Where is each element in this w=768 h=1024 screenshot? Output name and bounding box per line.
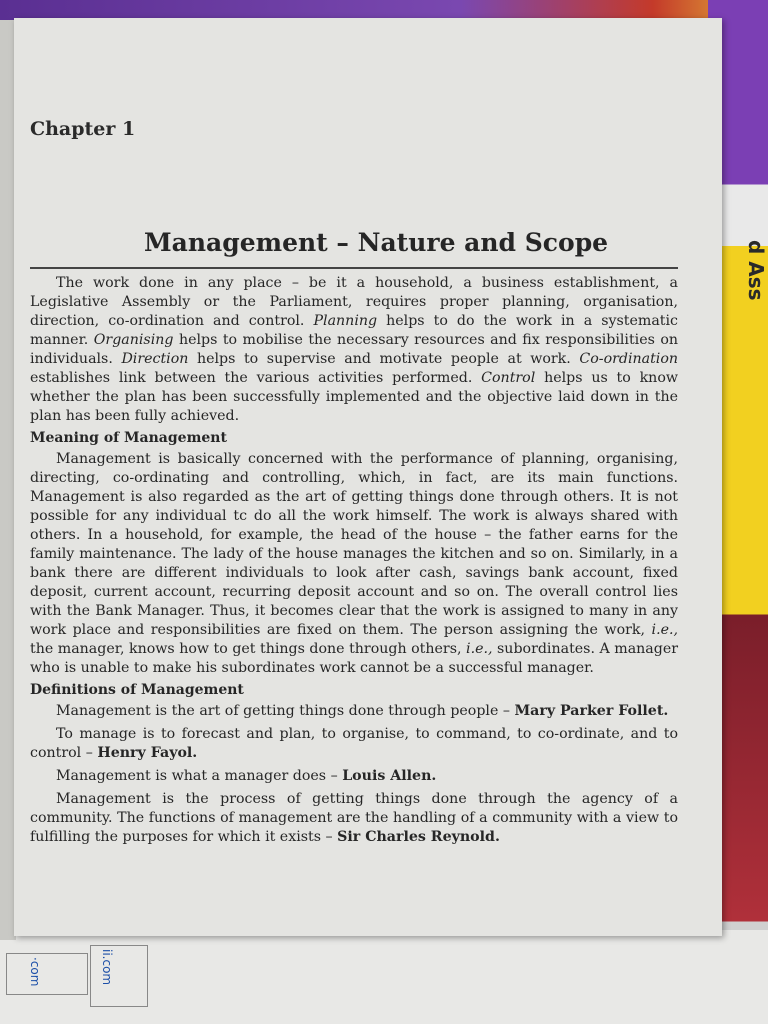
definition-text: Management is the process of getting things done through the agency of a community. The functions of management are the handling of a community with a view to fulfilling the purposes for which it exists –: [30, 791, 678, 845]
title-rule: [30, 267, 678, 269]
meaning-text-2: the manager, knows how to get things done through others,: [30, 641, 462, 657]
handwritten-notes: [0, 945, 160, 1005]
meaning-ie-2: i.e.,: [466, 641, 493, 657]
intro-text: The work done in any place – be it a household, a business establishment, a Legislative Assembly or the Parliament, requires proper planning, organisation, direction, co-ordination and control.: [30, 275, 678, 329]
intro-paragraph: [30, 274, 678, 426]
function-term-1: Organising: [93, 332, 174, 348]
function-term-2: Direction: [121, 351, 189, 367]
meaning-ie-1: i.e.,: [651, 622, 678, 638]
definition-text: To manage is to forecast and plan, to organise, to command, to co-ordinate, and to control –: [30, 726, 678, 761]
definition-author: Louis Allen.: [342, 768, 437, 784]
function-text-0: helps to do the work in a systematic manner.: [30, 313, 678, 348]
function-term-0: Planning: [313, 313, 378, 329]
notebook-lines: [90, 945, 148, 1007]
definition-text: Management is what a manager does –: [56, 768, 338, 784]
function-text-3: establishes link between the various activities performed.: [30, 370, 473, 386]
meaning-heading: Meaning of Management: [30, 430, 227, 446]
function-text-2: helps to supervise and motivate people at work.: [196, 351, 571, 367]
meaning-text-3: subordinates. A manager who is unable to make his subordinates work cannot be a successful manager.: [30, 641, 679, 676]
meaning-text: Management is basically concerned with the performance of planning, organising, directing, co-ordinating and controlling, which, in fact, are its main functions. Management is also regarded as the art of getting things done through others. It is not possible for any individual tc do all the work himself. The work is always shared with others. In a household, for example, the head of the house – the father earns for the family maintenance. The lady of the house manages the kitchen and so on. Similarly, in a bank there are different individuals to look after cash, savings bank account, fixed deposit, current account, recurring deposit account and so on. The overall control lies with the Bank Manager. Thus, it becomes clear that the work is assigned to many in any work place and responsibilities are fixed on them. The person assigning the work,: [30, 451, 678, 638]
meaning-paragraph: [30, 450, 678, 678]
definitions-heading: Definitions of Management: [30, 682, 244, 698]
definition-author: Sir Charles Reynold.: [337, 829, 500, 845]
definition-item: [30, 702, 678, 721]
book-page: [14, 18, 722, 936]
definition-text: Management is the art of getting things done through people –: [56, 703, 510, 719]
definition-item: [30, 725, 678, 763]
definition-item: [30, 790, 678, 847]
function-term-4: Control: [481, 370, 536, 386]
notebook-lines: [6, 953, 88, 995]
function-text-4: helps us to know whether the plan has been successfully implemented and the objective laid down in the plan has been fully achieved.: [30, 370, 679, 424]
definition-author: Mary Parker Follet.: [514, 703, 669, 719]
chapter-label: Chapter 1: [30, 118, 136, 140]
body-text: [30, 274, 678, 851]
definition-author: Henry Fayol.: [97, 745, 198, 761]
function-text-1: helps to mobilise the necessary resources and fix responsibilities on individuals.: [30, 332, 679, 367]
side-book-label: d Ass: [744, 240, 768, 301]
scribble-text: ii.com: [100, 949, 114, 986]
scribble-text: ·com: [28, 957, 42, 987]
definition-item: [30, 767, 678, 786]
chapter-title: Management – Nature and Scope: [144, 228, 609, 257]
function-term-3: Co-ordination: [579, 351, 679, 367]
